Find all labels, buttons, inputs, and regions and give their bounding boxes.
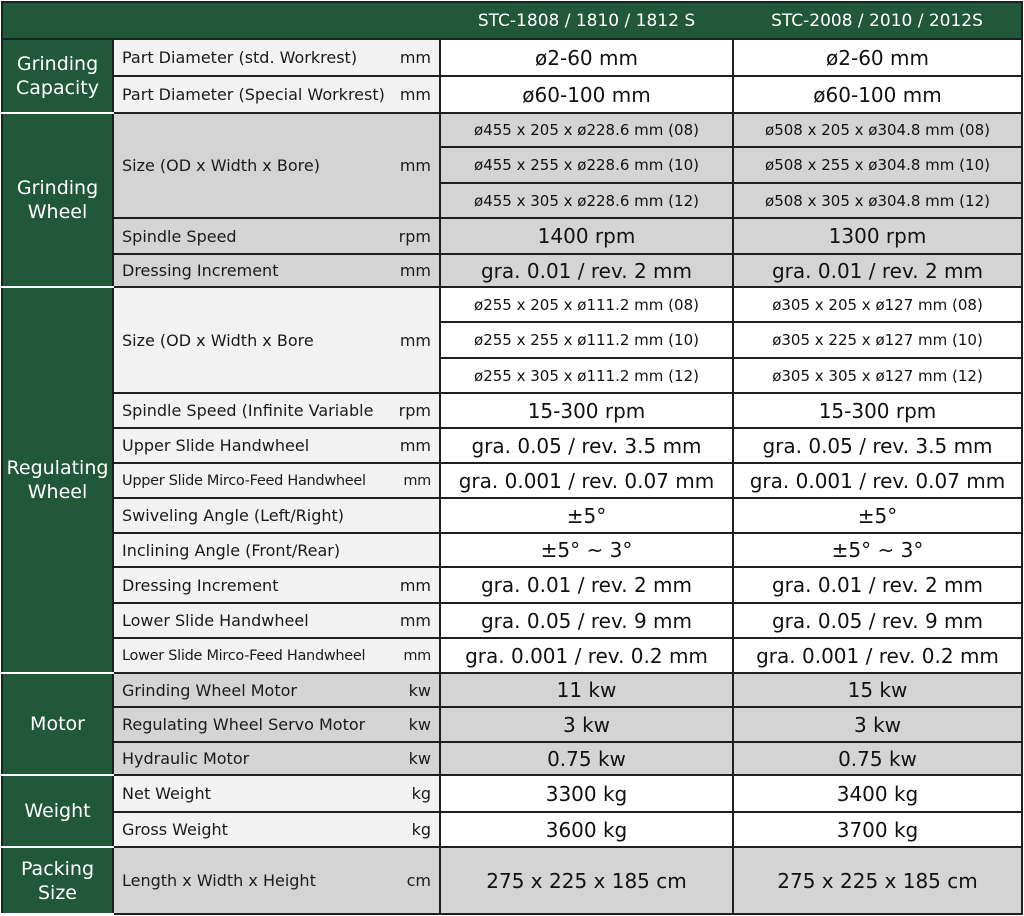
value-col-2: ø60-100 mm <box>733 76 1022 113</box>
value-col-2: ø508 x 205 x ø304.8 mm (08) <box>733 113 1022 147</box>
label-text: Length x Width x Height <box>122 871 316 890</box>
unit-text: kg <box>411 784 431 803</box>
unit-text: mm <box>399 436 431 455</box>
label-text: Inclining Angle (Front/Rear) <box>122 540 341 560</box>
value-col-2: ±5° <box>733 498 1022 533</box>
value-col-1: ø255 x 255 x ø111.2 mm (10) <box>440 322 733 358</box>
header-blank-label <box>113 2 440 39</box>
label-text: Net Weight <box>122 784 211 803</box>
spec-row <box>2 707 1022 742</box>
value-col-2: 3400 kg <box>733 775 1022 812</box>
label-text: Gross Weight <box>122 820 228 839</box>
value-col-2: 275 x 225 x 185 cm <box>733 847 1022 914</box>
value-col-2: 0.75 kw <box>733 742 1022 775</box>
spec-table <box>1 1 1023 915</box>
spec-row <box>2 673 1022 707</box>
value-col-1: gra. 0.05 / rev. 9 mm <box>440 603 733 638</box>
value-col-1: ±5° <box>440 498 733 533</box>
unit-text: kw <box>408 680 431 700</box>
spec-row <box>2 113 1022 147</box>
row-label <box>113 498 440 533</box>
label-text: Swiveling Angle (Left/Right) <box>122 506 344 525</box>
value-col-1: ø255 x 205 x ø111.2 mm (08) <box>440 287 733 322</box>
value-col-1: ±5° ~ 3° <box>440 533 733 567</box>
unit-text: mm <box>399 85 431 104</box>
label-text: Upper Slide Handwheel <box>122 436 310 455</box>
spec-row <box>2 533 1022 567</box>
value-col-2: gra. 0.05 / rev. 3.5 mm <box>733 428 1022 463</box>
row-label <box>113 463 440 498</box>
row-label <box>113 742 440 775</box>
row-label <box>113 533 440 567</box>
unit-text: mm <box>399 48 431 67</box>
group-grinding-capacity: Grinding Capacity <box>2 39 113 113</box>
unit-text: rpm <box>398 226 431 246</box>
row-label <box>113 775 440 812</box>
unit-text: mm <box>399 611 431 630</box>
value-col-1: 11 kw <box>440 673 733 707</box>
row-label <box>113 113 440 218</box>
value-col-1: gra. 0.01 / rev. 2 mm <box>440 567 733 603</box>
value-col-1: ø60-100 mm <box>440 76 733 113</box>
label-text: Part Diameter (std. Workrest) <box>122 48 358 67</box>
value-col-2: gra. 0.01 / rev. 2 mm <box>733 567 1022 603</box>
row-label <box>113 254 440 287</box>
group-regulating-wheel: Regulating Wheel <box>2 287 113 673</box>
value-col-1: 15-300 rpm <box>440 393 733 428</box>
label-text: Part Diameter (Special Workrest) <box>122 85 385 104</box>
label-text: Size (OD x Width x Bore <box>122 330 314 350</box>
row-label <box>113 673 440 707</box>
value-col-2: ø508 x 255 x ø304.8 mm (10) <box>733 147 1022 183</box>
label-text: Size (OD x Width x Bore) <box>122 156 320 175</box>
header-row <box>2 2 1022 39</box>
label-text: Dressing Increment <box>122 261 279 280</box>
row-label <box>113 638 440 673</box>
unit-text: rpm <box>398 401 431 420</box>
value-col-1: ø455 x 255 x ø228.6 mm (10) <box>440 147 733 183</box>
value-col-1: gra. 0.001 / rev. 0.2 mm <box>440 638 733 673</box>
row-label <box>113 707 440 742</box>
unit-text: kw <box>408 749 431 768</box>
spec-row <box>2 218 1022 254</box>
value-col-2: ø2-60 mm <box>733 39 1022 76</box>
value-col-2: 1300 rpm <box>733 218 1022 254</box>
value-col-1: ø455 x 205 x ø228.6 mm (08) <box>440 113 733 147</box>
unit-text: mm <box>403 472 431 489</box>
spec-row <box>2 742 1022 775</box>
label-text: Upper Slide Mirco-Feed Handwheel <box>122 472 366 489</box>
spec-row <box>2 847 1022 914</box>
label-text: Lower Slide Mirco-Feed Handwheel <box>122 647 366 664</box>
value-col-2: gra. 0.05 / rev. 9 mm <box>733 603 1022 638</box>
label-text: Grinding Wheel Motor <box>122 680 297 700</box>
value-col-2: ø305 x 305 x ø127 mm (12) <box>733 358 1022 393</box>
row-label <box>113 393 440 428</box>
group-grinding-wheel: Grinding Wheel <box>2 113 113 287</box>
value-col-1: ø255 x 305 x ø111.2 mm (12) <box>440 358 733 393</box>
label-text: Lower Slide Handwheel <box>122 611 309 630</box>
spec-row <box>2 428 1022 463</box>
group-motor: Motor <box>2 673 113 775</box>
spec-row <box>2 812 1022 847</box>
unit-text: kw <box>408 715 431 734</box>
spec-row <box>2 638 1022 673</box>
value-col-1: 275 x 225 x 185 cm <box>440 847 733 914</box>
row-label <box>113 287 440 393</box>
value-col-2: 15-300 rpm <box>733 393 1022 428</box>
unit-text: mm <box>399 575 431 595</box>
value-col-2: ø508 x 305 x ø304.8 mm (12) <box>733 183 1022 218</box>
label-text: Spindle Speed <box>122 226 237 246</box>
value-col-2: 3700 kg <box>733 812 1022 847</box>
spec-row <box>2 287 1022 322</box>
row-label <box>113 847 440 914</box>
value-col-2: ø305 x 225 x ø127 mm (10) <box>733 322 1022 358</box>
value-col-2: 3 kw <box>733 707 1022 742</box>
value-col-1: ø2-60 mm <box>440 39 733 76</box>
group-weight: Weight <box>2 775 113 847</box>
value-col-1: gra. 0.01 / rev. 2 mm <box>440 254 733 287</box>
unit-text: kg <box>411 820 431 839</box>
value-col-1: gra. 0.001 / rev. 0.07 mm <box>440 463 733 498</box>
value-col-2: gra. 0.001 / rev. 0.2 mm <box>733 638 1022 673</box>
value-col-2: ±5° ~ 3° <box>733 533 1022 567</box>
unit-text: mm <box>399 261 431 280</box>
value-col-2: ø305 x 205 x ø127 mm (08) <box>733 287 1022 322</box>
spec-row <box>2 39 1022 76</box>
row-label <box>113 603 440 638</box>
row-label <box>113 218 440 254</box>
row-label <box>113 39 440 76</box>
label-text: Hydraulic Motor <box>122 749 250 768</box>
unit-text: cm <box>406 871 431 890</box>
label-text: Spindle Speed (Infinite Variable <box>122 401 374 420</box>
model-col-1: STC-1808 / 1810 / 1812 S <box>440 2 733 39</box>
unit-text: mm <box>399 156 431 175</box>
row-label <box>113 567 440 603</box>
label-text: Dressing Increment <box>122 575 279 595</box>
spec-row <box>2 463 1022 498</box>
spec-row <box>2 254 1022 287</box>
unit-text: mm <box>403 647 431 664</box>
value-col-2: gra. 0.001 / rev. 0.07 mm <box>733 463 1022 498</box>
label-text: Regulating Wheel Servo Motor <box>122 715 366 734</box>
value-col-1: 3600 kg <box>440 812 733 847</box>
row-label <box>113 428 440 463</box>
header-blank <box>2 2 113 39</box>
value-col-1: 3300 kg <box>440 775 733 812</box>
spec-row <box>2 76 1022 113</box>
spec-row <box>2 775 1022 812</box>
model-col-2: STC-2008 / 2010 / 2012S <box>733 2 1022 39</box>
value-col-1: 3 kw <box>440 707 733 742</box>
value-col-2: gra. 0.01 / rev. 2 mm <box>733 254 1022 287</box>
spec-row <box>2 498 1022 533</box>
spec-row <box>2 567 1022 603</box>
spec-row <box>2 603 1022 638</box>
group-packing-size: Packing Size <box>2 847 113 914</box>
value-col-1: 0.75 kw <box>440 742 733 775</box>
unit-text: mm <box>399 330 431 350</box>
value-col-2: 15 kw <box>733 673 1022 707</box>
value-col-1: 1400 rpm <box>440 218 733 254</box>
value-col-1: ø455 x 305 x ø228.6 mm (12) <box>440 183 733 218</box>
spec-row <box>2 393 1022 428</box>
value-col-1: gra. 0.05 / rev. 3.5 mm <box>440 428 733 463</box>
row-label <box>113 76 440 113</box>
row-label <box>113 812 440 847</box>
